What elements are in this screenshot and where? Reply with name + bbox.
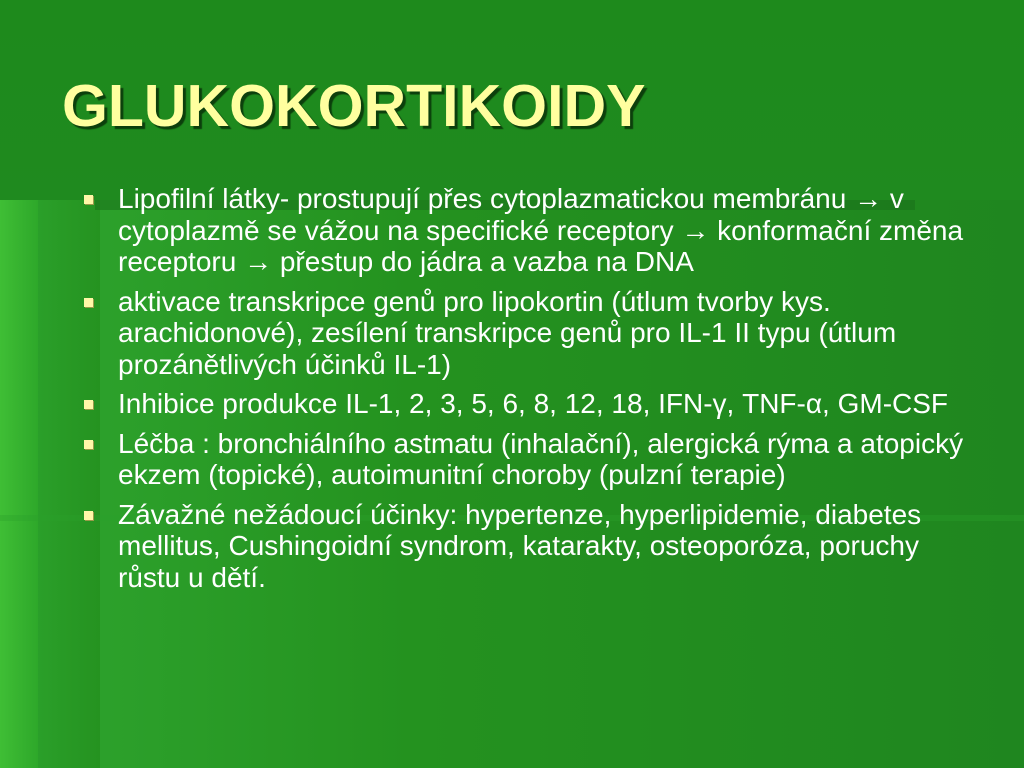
- square-bullet-icon: [84, 400, 93, 409]
- bullet-item: [78, 428, 968, 491]
- bullet-text: Léčba : bronchiálního astmatu (inhalační), alergická rýma a atopický ekzem (topické), autoimunitní choroby (pulzní terapie): [118, 427, 964, 490]
- bullet-list: [78, 183, 968, 601]
- bullet-item: [78, 388, 968, 420]
- bullet-item: [78, 286, 968, 381]
- bullet-text: Inhibice produkce IL-1, 2, 3, 5, 6, 8, 12, 18, IFN-γ, TNF-α, GM-CSF: [118, 388, 949, 419]
- square-bullet-icon: [84, 195, 93, 204]
- background-left-stripe: [0, 200, 38, 768]
- bullet-text: aktivace transkripce genů pro lipokortin (útlum tvorby kys. arachidonové), zesílení transkripce genů pro IL-1 II typu (útlum prozánětlivých účinků IL-1): [118, 285, 897, 380]
- square-bullet-icon: [84, 298, 93, 307]
- bullet-item: [78, 183, 968, 278]
- bullet-text: Závažné nežádoucí účinky: hypertenze, hyperlipidemie, diabetes mellitus, Cushingoidní syndrom, katarakty, osteoporóza, poruchy růstu u dětí.: [118, 498, 922, 593]
- square-bullet-icon: [84, 511, 93, 520]
- square-bullet-icon: [84, 440, 93, 449]
- slide-title: GLUKOKORTIKOIDY: [62, 73, 646, 139]
- bullet-text: Lipofilní látky- prostupují přes cytoplazmatickou membránu → v cytoplazmě se vážou na specifické receptory → konformační změna receptoru → přestup do jádra a vazba na DNA: [118, 183, 964, 277]
- bullet-item: [78, 499, 968, 594]
